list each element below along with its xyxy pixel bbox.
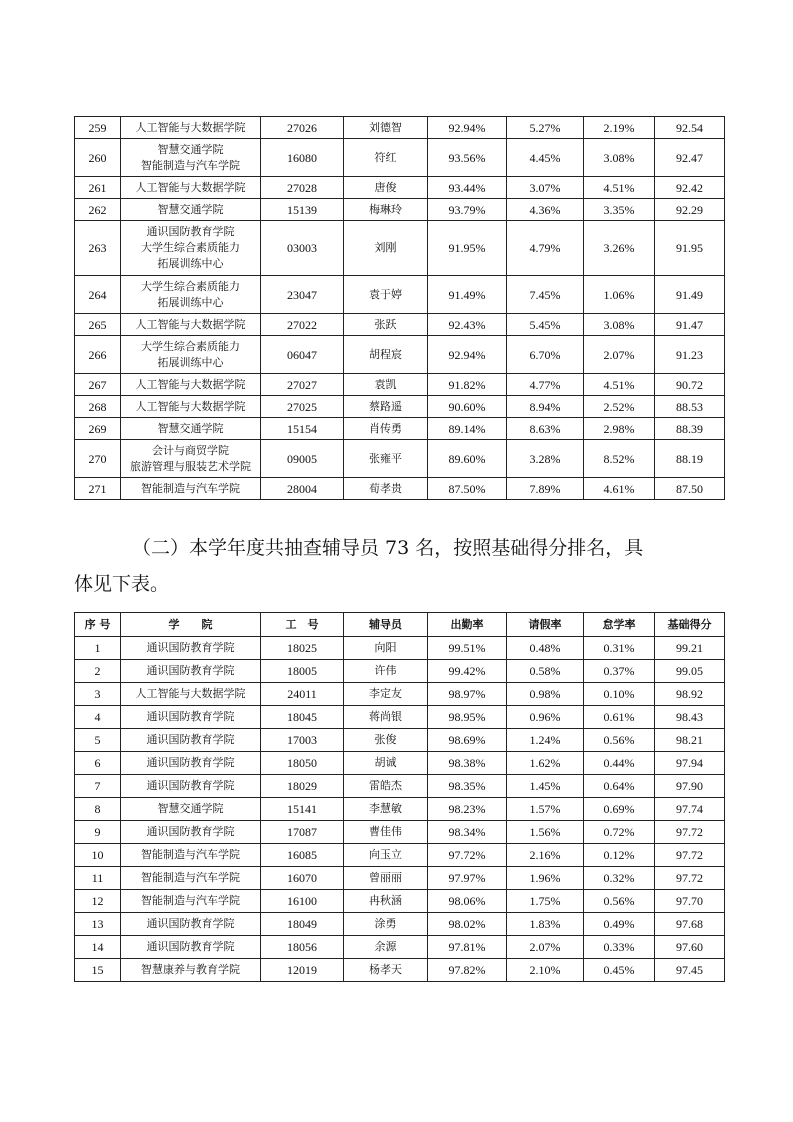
college-line: 智慧交通学院 (157, 142, 224, 156)
rank-cell: 5 (75, 729, 121, 752)
staff-id-cell: 16070 (261, 867, 344, 890)
college-line: 大学生综合素质能力 (141, 339, 240, 353)
leave-cell: 4.77% (507, 374, 584, 396)
staff-id-cell: 18056 (261, 936, 344, 959)
college-cell: 人工智能与大数据学院 (121, 683, 261, 706)
college-cell (121, 199, 261, 221)
attendance-cell: 93.44% (428, 177, 507, 199)
attendance-cell: 98.35% (428, 775, 507, 798)
counselor-cell: 曾丽丽 (344, 867, 428, 890)
college-cell: 智能制造与汽车学院 (121, 867, 261, 890)
rank-cell: 12 (75, 890, 121, 913)
attendance-cell: 98.95% (428, 706, 507, 729)
attendance-cell: 93.79% (428, 199, 507, 221)
score-cell: 97.72 (655, 821, 725, 844)
rank-cell: 262 (75, 199, 121, 221)
college-line: 智能制造与汽车学院 (141, 481, 240, 495)
rank-cell: 6 (75, 752, 121, 775)
leave-cell: 0.98% (507, 683, 584, 706)
college-line: 通识国防教育学院 (146, 225, 235, 238)
attendance-cell: 93.56% (428, 139, 507, 177)
attendance-cell: 92.43% (428, 314, 507, 336)
score-cell: 92.47 (655, 139, 725, 177)
college-cell (121, 276, 261, 314)
header-staff-id: 工 号 (261, 613, 344, 637)
staff-id-cell: 18050 (261, 752, 344, 775)
table-row (75, 336, 725, 374)
counselor-cell: 肖传勇 (344, 418, 428, 440)
rank-cell: 268 (75, 396, 121, 418)
ranking-table-body (75, 117, 725, 500)
college-line: 旅游管理与服装艺术学院 (130, 459, 251, 473)
staff-id-cell: 27022 (261, 314, 344, 336)
counselor-cell: 张跃 (344, 314, 428, 336)
score-cell: 88.19 (655, 440, 725, 478)
truancy-cell: 0.12% (584, 844, 655, 867)
counselor-cell: 刘德智 (344, 117, 428, 139)
college-line: 智慧交通学院 (157, 421, 224, 435)
truancy-cell: 2.52% (584, 396, 655, 418)
score-cell: 97.70 (655, 890, 725, 913)
counselor-cell: 唐俊 (344, 177, 428, 199)
table-header-row (75, 613, 725, 637)
staff-id-cell: 18045 (261, 706, 344, 729)
counselor-cell: 涂勇 (344, 913, 428, 936)
counselor-table-body (75, 637, 725, 982)
truancy-cell: 8.52% (584, 440, 655, 478)
table-row (75, 798, 725, 821)
college-line: 智慧交通学院 (157, 202, 224, 216)
score-cell: 92.42 (655, 177, 725, 199)
counselor-cell: 曹佳伟 (344, 821, 428, 844)
score-cell: 88.39 (655, 418, 725, 440)
counselor-cell: 冉秋涵 (344, 890, 428, 913)
college-cell (121, 177, 261, 199)
staff-id-cell: 15141 (261, 798, 344, 821)
rank-cell: 264 (75, 276, 121, 314)
header-leave: 请假率 (507, 613, 584, 637)
ranking-table-continued (74, 116, 725, 500)
score-cell: 97.72 (655, 867, 725, 890)
header-college: 学 院 (121, 613, 261, 637)
staff-id-cell: 09005 (261, 440, 344, 478)
truancy-cell: 2.07% (584, 336, 655, 374)
rank-cell: 266 (75, 336, 121, 374)
truancy-cell: 0.56% (584, 729, 655, 752)
rank-cell: 3 (75, 683, 121, 706)
attendance-cell: 91.95% (428, 221, 507, 276)
college-cell: 智慧交通学院 (121, 798, 261, 821)
college-cell: 通识国防教育学院 (121, 706, 261, 729)
leave-cell: 7.45% (507, 276, 584, 314)
leave-cell: 4.79% (507, 221, 584, 276)
score-cell: 92.29 (655, 199, 725, 221)
staff-id-cell: 27026 (261, 117, 344, 139)
college-cell (121, 117, 261, 139)
leave-cell: 7.89% (507, 478, 584, 500)
table-row (75, 683, 725, 706)
college-cell (121, 336, 261, 374)
score-cell: 88.53 (655, 396, 725, 418)
leave-cell: 0.58% (507, 660, 584, 683)
rank-cell: 10 (75, 844, 121, 867)
college-cell: 智慧康养与教育学院 (121, 959, 261, 982)
leave-cell: 5.45% (507, 314, 584, 336)
header-attendance: 出勤率 (428, 613, 507, 637)
counselor-cell: 向阳 (344, 637, 428, 660)
score-cell: 97.60 (655, 936, 725, 959)
rank-cell: 13 (75, 913, 121, 936)
counselor-cell: 余源 (344, 936, 428, 959)
rank-cell: 11 (75, 867, 121, 890)
table-row (75, 396, 725, 418)
counselor-score-table (74, 612, 725, 982)
attendance-cell: 98.06% (428, 890, 507, 913)
score-cell: 97.94 (655, 752, 725, 775)
table-row (75, 221, 725, 276)
college-cell (121, 478, 261, 500)
counselor-cell: 刘刚 (344, 221, 428, 276)
staff-id-cell: 28004 (261, 478, 344, 500)
counselor-cell: 张俊 (344, 729, 428, 752)
rank-cell: 267 (75, 374, 121, 396)
table-row (75, 117, 725, 139)
attendance-cell: 97.82% (428, 959, 507, 982)
paragraph-line-1: （二）本学年度共抽查辅导员 73 名，按照基础得分排名，具 (132, 537, 644, 559)
attendance-cell: 98.97% (428, 683, 507, 706)
attendance-cell: 98.69% (428, 729, 507, 752)
leave-cell: 4.45% (507, 139, 584, 177)
staff-id-cell: 18025 (261, 637, 344, 660)
leave-cell: 4.36% (507, 199, 584, 221)
leave-cell: 1.45% (507, 775, 584, 798)
staff-id-cell: 06047 (261, 336, 344, 374)
counselor-cell: 雷皓杰 (344, 775, 428, 798)
leave-cell: 2.16% (507, 844, 584, 867)
college-line: 拓展训练中心 (157, 295, 224, 309)
college-cell (121, 374, 261, 396)
counselor-cell: 李慧敏 (344, 798, 428, 821)
counselor-cell: 荀孝贵 (344, 478, 428, 500)
score-cell: 92.54 (655, 117, 725, 139)
counselor-cell: 胡诚 (344, 752, 428, 775)
score-cell: 98.92 (655, 683, 725, 706)
truancy-cell: 4.51% (584, 374, 655, 396)
truancy-cell: 4.51% (584, 177, 655, 199)
college-line: 人工智能与大数据学院 (135, 317, 246, 331)
table-row (75, 775, 725, 798)
table-row (75, 821, 725, 844)
rank-cell: 14 (75, 936, 121, 959)
score-cell: 97.68 (655, 913, 725, 936)
rank-cell: 263 (75, 221, 121, 276)
truancy-cell: 0.44% (584, 752, 655, 775)
truancy-cell: 4.61% (584, 478, 655, 500)
table-row (75, 637, 725, 660)
staff-id-cell: 12019 (261, 959, 344, 982)
leave-cell: 5.27% (507, 117, 584, 139)
staff-id-cell: 03003 (261, 221, 344, 276)
staff-id-cell: 16085 (261, 844, 344, 867)
college-cell: 通识国防教育学院 (121, 936, 261, 959)
rank-cell: 259 (75, 117, 121, 139)
attendance-cell: 89.14% (428, 418, 507, 440)
leave-cell: 1.83% (507, 913, 584, 936)
college-line: 拓展训练中心 (157, 355, 224, 369)
college-cell: 通识国防教育学院 (121, 913, 261, 936)
leave-cell: 3.07% (507, 177, 584, 199)
counselor-cell: 李定友 (344, 683, 428, 706)
table-row (75, 418, 725, 440)
truancy-cell: 3.08% (584, 314, 655, 336)
college-line: 人工智能与大数据学院 (135, 399, 246, 413)
table-row (75, 374, 725, 396)
leave-cell: 2.07% (507, 936, 584, 959)
counselor-cell: 蒋尚银 (344, 706, 428, 729)
college-line: 拓展训练中心 (157, 257, 224, 270)
truancy-cell: 1.06% (584, 276, 655, 314)
truancy-cell: 0.64% (584, 775, 655, 798)
table-row (75, 314, 725, 336)
attendance-cell: 99.42% (428, 660, 507, 683)
table-row (75, 440, 725, 478)
truancy-cell: 0.72% (584, 821, 655, 844)
college-line: 大学生综合素质能力 (141, 241, 240, 254)
table-row (75, 752, 725, 775)
table-row (75, 913, 725, 936)
counselor-cell: 胡程宸 (344, 336, 428, 374)
counselor-cell: 向玉立 (344, 844, 428, 867)
truancy-cell: 2.98% (584, 418, 655, 440)
staff-id-cell: 15154 (261, 418, 344, 440)
header-rank: 序 号 (75, 613, 121, 637)
table-row (75, 959, 725, 982)
truancy-cell: 2.19% (584, 117, 655, 139)
section-paragraph (74, 530, 724, 602)
truancy-cell: 0.31% (584, 637, 655, 660)
truancy-cell: 0.37% (584, 660, 655, 683)
score-cell: 91.23 (655, 336, 725, 374)
staff-id-cell: 17087 (261, 821, 344, 844)
college-line: 人工智能与大数据学院 (135, 120, 246, 134)
college-cell (121, 418, 261, 440)
table-row (75, 276, 725, 314)
counselor-cell: 袁凯 (344, 374, 428, 396)
score-cell: 91.49 (655, 276, 725, 314)
score-cell: 87.50 (655, 478, 725, 500)
attendance-cell: 92.94% (428, 336, 507, 374)
rank-cell: 2 (75, 660, 121, 683)
truancy-cell: 0.32% (584, 867, 655, 890)
counselor-cell: 符红 (344, 139, 428, 177)
score-cell: 97.72 (655, 844, 725, 867)
counselor-cell: 梅琳玲 (344, 199, 428, 221)
table-row (75, 478, 725, 500)
truancy-cell: 0.10% (584, 683, 655, 706)
score-cell: 91.47 (655, 314, 725, 336)
college-line: 智能制造与汽车学院 (141, 158, 240, 172)
college-line: 会计与商贸学院 (152, 443, 229, 457)
truancy-cell: 3.08% (584, 139, 655, 177)
staff-id-cell: 18049 (261, 913, 344, 936)
score-cell: 98.43 (655, 706, 725, 729)
table-row (75, 199, 725, 221)
attendance-cell: 97.81% (428, 936, 507, 959)
staff-id-cell: 18029 (261, 775, 344, 798)
score-cell: 97.90 (655, 775, 725, 798)
table-row (75, 844, 725, 867)
college-cell (121, 139, 261, 177)
attendance-cell: 98.23% (428, 798, 507, 821)
college-line: 人工智能与大数据学院 (135, 377, 246, 391)
staff-id-cell: 18005 (261, 660, 344, 683)
score-cell: 99.05 (655, 660, 725, 683)
staff-id-cell: 27027 (261, 374, 344, 396)
leave-cell: 1.62% (507, 752, 584, 775)
rank-cell: 15 (75, 959, 121, 982)
college-line: 大学生综合素质能力 (141, 279, 240, 293)
paragraph-line-2: 体见下表。 (74, 573, 170, 595)
leave-cell: 0.96% (507, 706, 584, 729)
staff-id-cell: 23047 (261, 276, 344, 314)
leave-cell: 2.10% (507, 959, 584, 982)
score-cell: 91.95 (655, 221, 725, 276)
counselor-cell: 杨孝天 (344, 959, 428, 982)
college-cell: 智能制造与汽车学院 (121, 890, 261, 913)
score-cell: 97.45 (655, 959, 725, 982)
attendance-cell: 99.51% (428, 637, 507, 660)
counselor-cell: 蔡路遥 (344, 396, 428, 418)
table-row (75, 660, 725, 683)
college-cell (121, 221, 261, 276)
attendance-cell: 98.34% (428, 821, 507, 844)
rank-cell: 271 (75, 478, 121, 500)
header-truancy: 怠学率 (584, 613, 655, 637)
rank-cell: 1 (75, 637, 121, 660)
truancy-cell: 0.56% (584, 890, 655, 913)
leave-cell: 1.57% (507, 798, 584, 821)
college-cell: 通识国防教育学院 (121, 729, 261, 752)
attendance-cell: 90.60% (428, 396, 507, 418)
college-cell: 通识国防教育学院 (121, 752, 261, 775)
leave-cell: 8.63% (507, 418, 584, 440)
college-cell: 通识国防教育学院 (121, 637, 261, 660)
staff-id-cell: 16100 (261, 890, 344, 913)
college-cell: 智能制造与汽车学院 (121, 844, 261, 867)
attendance-cell: 97.97% (428, 867, 507, 890)
attendance-cell: 87.50% (428, 478, 507, 500)
truancy-cell: 0.45% (584, 959, 655, 982)
table-row (75, 936, 725, 959)
attendance-cell: 91.82% (428, 374, 507, 396)
truancy-cell: 0.69% (584, 798, 655, 821)
college-cell: 通识国防教育学院 (121, 660, 261, 683)
staff-id-cell: 27028 (261, 177, 344, 199)
rank-cell: 269 (75, 418, 121, 440)
header-base-score: 基础得分 (655, 613, 725, 637)
rank-cell: 4 (75, 706, 121, 729)
truancy-cell: 3.26% (584, 221, 655, 276)
leave-cell: 1.56% (507, 821, 584, 844)
rank-cell: 9 (75, 821, 121, 844)
staff-id-cell: 17003 (261, 729, 344, 752)
leave-cell: 1.75% (507, 890, 584, 913)
counselor-cell: 袁于婷 (344, 276, 428, 314)
truancy-cell: 0.49% (584, 913, 655, 936)
table-row (75, 139, 725, 177)
leave-cell: 6.70% (507, 336, 584, 374)
truancy-cell: 0.61% (584, 706, 655, 729)
staff-id-cell: 27025 (261, 396, 344, 418)
rank-cell: 265 (75, 314, 121, 336)
college-line: 人工智能与大数据学院 (135, 180, 246, 194)
counselor-cell: 许伟 (344, 660, 428, 683)
attendance-cell: 97.72% (428, 844, 507, 867)
college-cell: 通识国防教育学院 (121, 775, 261, 798)
score-cell: 97.74 (655, 798, 725, 821)
college-cell: 通识国防教育学院 (121, 821, 261, 844)
table-row (75, 706, 725, 729)
table-row (75, 867, 725, 890)
table-row (75, 177, 725, 199)
rank-cell: 260 (75, 139, 121, 177)
rank-cell: 270 (75, 440, 121, 478)
table-row (75, 729, 725, 752)
staff-id-cell: 16080 (261, 139, 344, 177)
truancy-cell: 0.33% (584, 936, 655, 959)
rank-cell: 8 (75, 798, 121, 821)
score-cell: 98.21 (655, 729, 725, 752)
rank-cell: 261 (75, 177, 121, 199)
attendance-cell: 98.38% (428, 752, 507, 775)
leave-cell: 1.96% (507, 867, 584, 890)
attendance-cell: 98.02% (428, 913, 507, 936)
college-cell (121, 440, 261, 478)
college-cell (121, 396, 261, 418)
staff-id-cell: 24011 (261, 683, 344, 706)
leave-cell: 8.94% (507, 396, 584, 418)
attendance-cell: 92.94% (428, 117, 507, 139)
truancy-cell: 3.35% (584, 199, 655, 221)
leave-cell: 3.28% (507, 440, 584, 478)
counselor-cell: 张雍平 (344, 440, 428, 478)
attendance-cell: 89.60% (428, 440, 507, 478)
score-cell: 99.21 (655, 637, 725, 660)
score-cell: 90.72 (655, 374, 725, 396)
attendance-cell: 91.49% (428, 276, 507, 314)
staff-id-cell: 15139 (261, 199, 344, 221)
college-cell (121, 314, 261, 336)
leave-cell: 0.48% (507, 637, 584, 660)
leave-cell: 1.24% (507, 729, 584, 752)
header-counselor: 辅导员 (344, 613, 428, 637)
table-row (75, 890, 725, 913)
rank-cell: 7 (75, 775, 121, 798)
